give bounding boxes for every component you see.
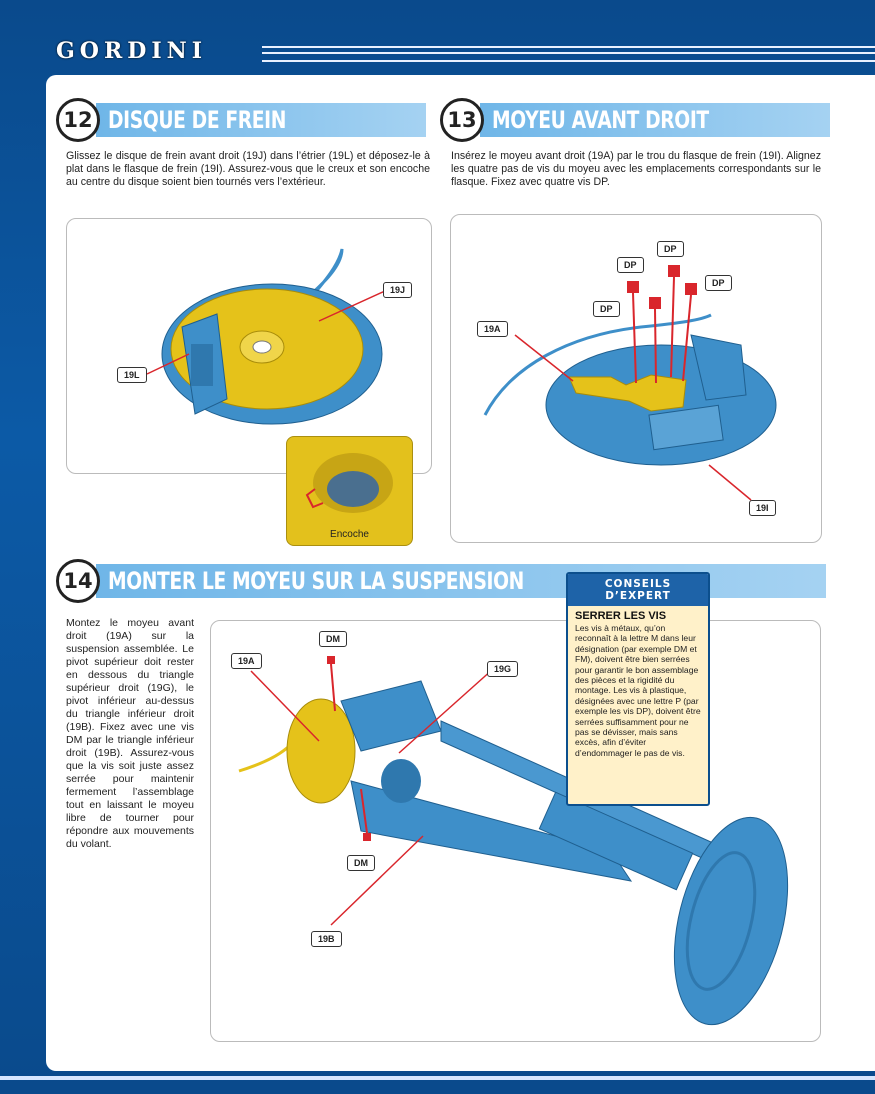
dp-screw-4: [685, 283, 697, 295]
upper-arm-19g: [341, 681, 441, 751]
label-19a-s14: 19A: [231, 653, 262, 669]
dm-screw-bottom: [363, 833, 371, 841]
dp-screw-2-shaft: [655, 309, 656, 383]
label-dm-bottom: DM: [347, 855, 375, 871]
label-dp-2: DP: [617, 257, 644, 273]
brand-logo: GORDINI: [56, 38, 208, 64]
brake-disc-illustration: [67, 219, 431, 473]
brand-divider: [262, 46, 875, 62]
footer-stripe: [0, 1076, 875, 1080]
disc-center-hole: [253, 341, 271, 353]
label-19i: 19I: [749, 500, 776, 516]
section-13-illustration: [450, 214, 822, 543]
section-13-header: [440, 98, 830, 142]
section-12-text: Glissez le disque de frein avant droit (19J) dans l’étrier (19L) et déposez-le à plat dans le flasque de frein (19I). Assurez-vous que le creux et son encoche au centre du disque soient bien tournés vers l’extérieur.: [66, 150, 430, 188]
label-dp-3: DP: [705, 275, 732, 291]
label-19b: 19B: [311, 931, 342, 947]
notch-label: Encoche: [330, 529, 369, 540]
suspension-assembly-illustration: [211, 621, 820, 1041]
label-19a: 19A: [477, 321, 508, 337]
dm-screw-top: [327, 656, 335, 664]
hub-hole-detail: [327, 471, 379, 507]
section-12-header: [56, 98, 426, 142]
pointer-19i: [709, 465, 751, 500]
label-dp-1: DP: [657, 241, 684, 257]
pointer-19b: [331, 836, 423, 925]
section-14-header: [56, 559, 826, 603]
section-12-title-bar: [96, 103, 426, 137]
caliper-detail: [191, 344, 213, 386]
label-19l: 19L: [117, 367, 147, 383]
step-number-13: 13: [440, 98, 484, 142]
step-number-14: 14: [56, 559, 100, 603]
dp-screw-2: [649, 297, 661, 309]
spring-mount: [381, 759, 421, 803]
label-dp-4: DP: [593, 301, 620, 317]
section-13-title-bar: [480, 103, 830, 137]
expert-tip-text: Les vis à métaux, qu’on reconnaît à la lettre M dans leur désignation (par exemple DM et FM), doivent être bien serrées pour garantir le bon assemblage des pièces et la rigidité du montage. Les vis à plastique, désignées avec une lettre P (par exemple les vis DP), doivent être serrées suffisamment pour ne pas se dévisser, mais sans excès, afin d’éviter d’endommager le pas de vis.: [575, 623, 701, 758]
label-19j: 19J: [383, 282, 412, 298]
section-13-text: Insérez le moyeu avant droit (19A) par le trou du flasque de frein (19I). Alignez les quatre pas de vis du moyeu avec les emplacements correspondants sur le flasque. Fixez avec quatre vis DP.: [451, 150, 821, 188]
expert-tip-header: CONSEILS D’EXPERT: [568, 574, 708, 606]
label-19g: 19G: [487, 661, 518, 677]
section-13-title: MOYEU AVANT DROIT: [492, 106, 709, 134]
section-14-illustration: [210, 620, 821, 1042]
section-12-title: DISQUE DE FREIN: [108, 106, 287, 134]
section-14-title-bar: [96, 564, 826, 598]
section-14-text: Montez le moyeu avant droit (19A) sur la suspension assemblée. Le pivot supérieur doit rester en dessous du triangle supérieur droit (19G), le pivot inférieur au-dessus du triangle inférieur droit (19B). Fixez avec une vis DM par le triangle inférieur droit (19B). Assurez-vous que la vis soit juste assez serrée pour maintenir fermement l’assemblage tout en laissant le moyeu libre de tourner pour répondre aux mouvements du volant.: [66, 617, 194, 850]
hub-disc-19a: [287, 699, 355, 803]
step-number-12: 12: [56, 98, 100, 142]
dp-screw-1: [627, 281, 639, 293]
label-dm-top: DM: [319, 631, 347, 647]
pointer-19a: [515, 335, 573, 381]
section-14-title: MONTER LE MOYEU SUR LA SUSPENSION: [108, 567, 524, 595]
dp-screw-3: [668, 265, 680, 277]
notch-detail-inset: [286, 436, 413, 546]
expert-tip-box: [566, 572, 710, 806]
expert-tip-title: SERRER LES VIS: [575, 610, 667, 622]
